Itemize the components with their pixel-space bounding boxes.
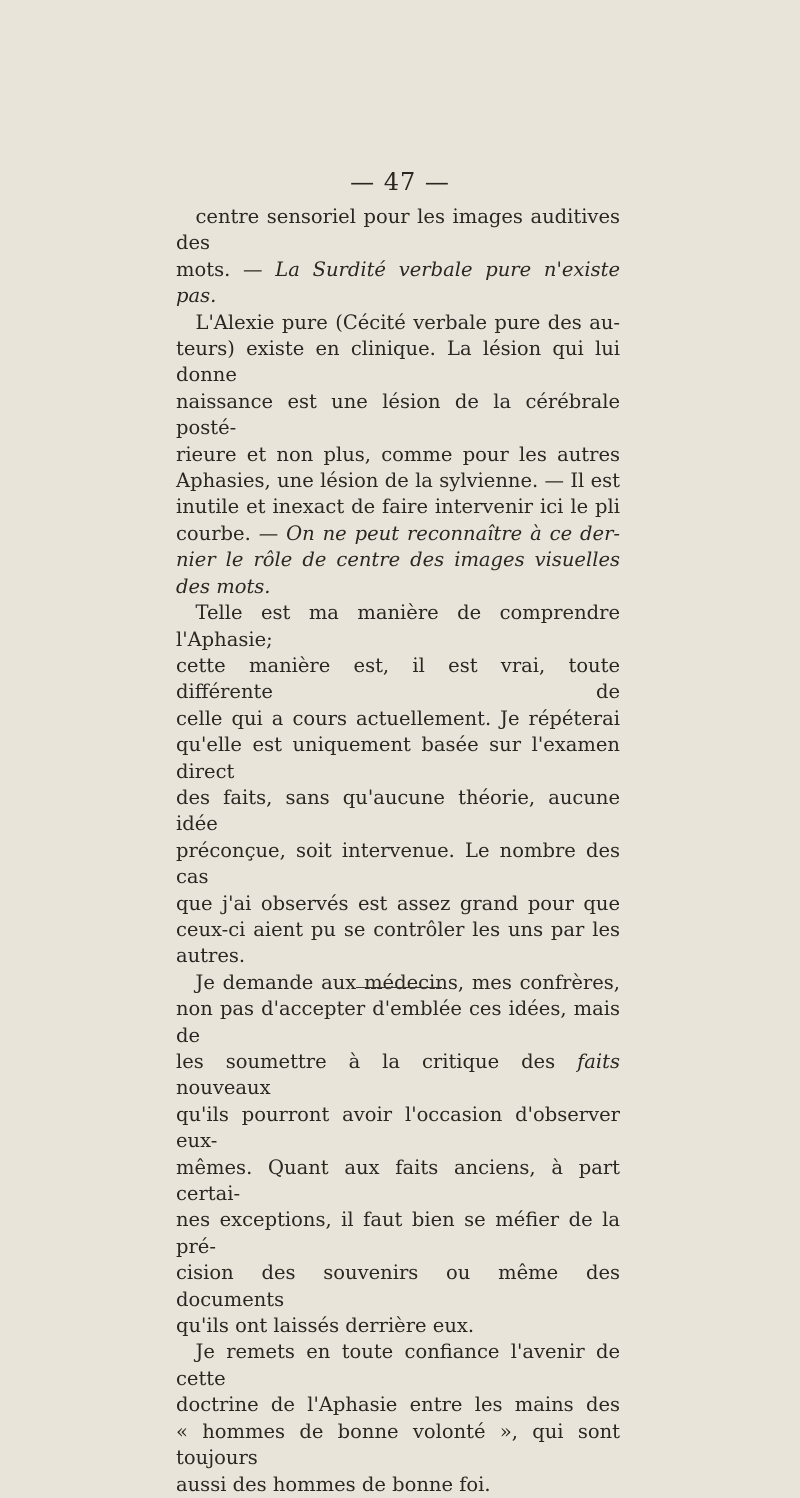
text-line: autres. xyxy=(176,944,246,968)
text-line: qu'ils pourront avoir l'occasion d'observer eux- xyxy=(176,1102,620,1153)
text-line: préconçue, soit intervenue. Le nombre des cas xyxy=(176,838,620,889)
text-line: Telle est ma manière de comprendre l'Aphasie; xyxy=(176,601,620,651)
italic-text: nier le rôle de centre des images visuelles xyxy=(176,548,620,572)
text-line: Je demande aux médecins, mes confrères, xyxy=(195,970,620,994)
page-number: — 47 — xyxy=(350,168,450,196)
text-line: Aphasies, une lésion de la sylvienne. — Il est xyxy=(176,469,620,493)
italic-text: La Surdité verbale pure n'existe pas. xyxy=(176,257,620,308)
text-line: rieure et non plus, comme pour les autres xyxy=(176,442,620,466)
text-line: teurs) existe en clinique. La lésion qui lui donne xyxy=(176,337,620,387)
text-line: cision des souvenirs ou même des documents xyxy=(176,1261,620,1311)
body-text xyxy=(176,204,620,1498)
text-line: centre sensoriel pour les images auditives des xyxy=(176,205,620,255)
text-line: ceux-ci aient pu se contrôler les uns par les xyxy=(176,917,620,941)
text-line: cette manière est, il est vrai, toute différente de xyxy=(176,653,620,704)
text-line: mots. — La Surdité verbale pure n'existe pas. xyxy=(176,257,620,308)
italic-text: des mots. xyxy=(176,574,271,598)
end-rule xyxy=(356,987,442,988)
text-line: qu'ils ont laissés derrière eux. xyxy=(176,1314,475,1338)
text-line: inutile et inexact de faire intervenir ici le pli xyxy=(176,495,620,519)
text-line: « hommes de bonne volonté », qui sont toujours xyxy=(176,1419,620,1470)
paragraph xyxy=(176,204,620,310)
paragraph xyxy=(176,970,620,1340)
text-line: nes exceptions, il faut bien se méfier de la pré- xyxy=(176,1208,620,1258)
text-line: mêmes. Quant aux faits anciens, à part certai- xyxy=(176,1155,620,1206)
text-line: celle qui a cours actuellement. Je répéterai xyxy=(176,706,620,730)
paragraph xyxy=(176,600,620,970)
text-line: aussi des hommes de bonne foi. xyxy=(176,1472,491,1496)
italic-text: faits xyxy=(577,1050,620,1073)
text-line: que j'ai observés est assez grand pour que xyxy=(176,891,620,915)
text-line: des faits, sans qu'aucune théorie, aucune idée xyxy=(176,785,620,836)
paragraph xyxy=(176,1339,620,1497)
text-line: courbe. — On ne peut reconnaître à ce der- xyxy=(176,521,620,545)
text-line: L'Alexie pure (Cécité verbale pure des au- xyxy=(195,310,620,334)
text-line: non pas d'accepter d'emblée ces idées, mais de xyxy=(176,997,620,1047)
paragraph xyxy=(176,310,620,600)
text-line: Je remets en toute confiance l'avenir de cette xyxy=(176,1340,620,1390)
text-line xyxy=(176,574,620,600)
text-line: naissance est une lésion de la cérébrale posté- xyxy=(176,389,620,440)
text-line: doctrine de l'Aphasie entre les mains des xyxy=(176,1393,620,1417)
text-line xyxy=(176,547,620,573)
italic-text: On ne peut reconnaître à ce der- xyxy=(286,521,620,545)
text-line: les soumettre à la critique des faits nouveaux xyxy=(176,1050,620,1100)
text-line: qu'elle est uniquement basée sur l'examen direct xyxy=(176,733,620,783)
